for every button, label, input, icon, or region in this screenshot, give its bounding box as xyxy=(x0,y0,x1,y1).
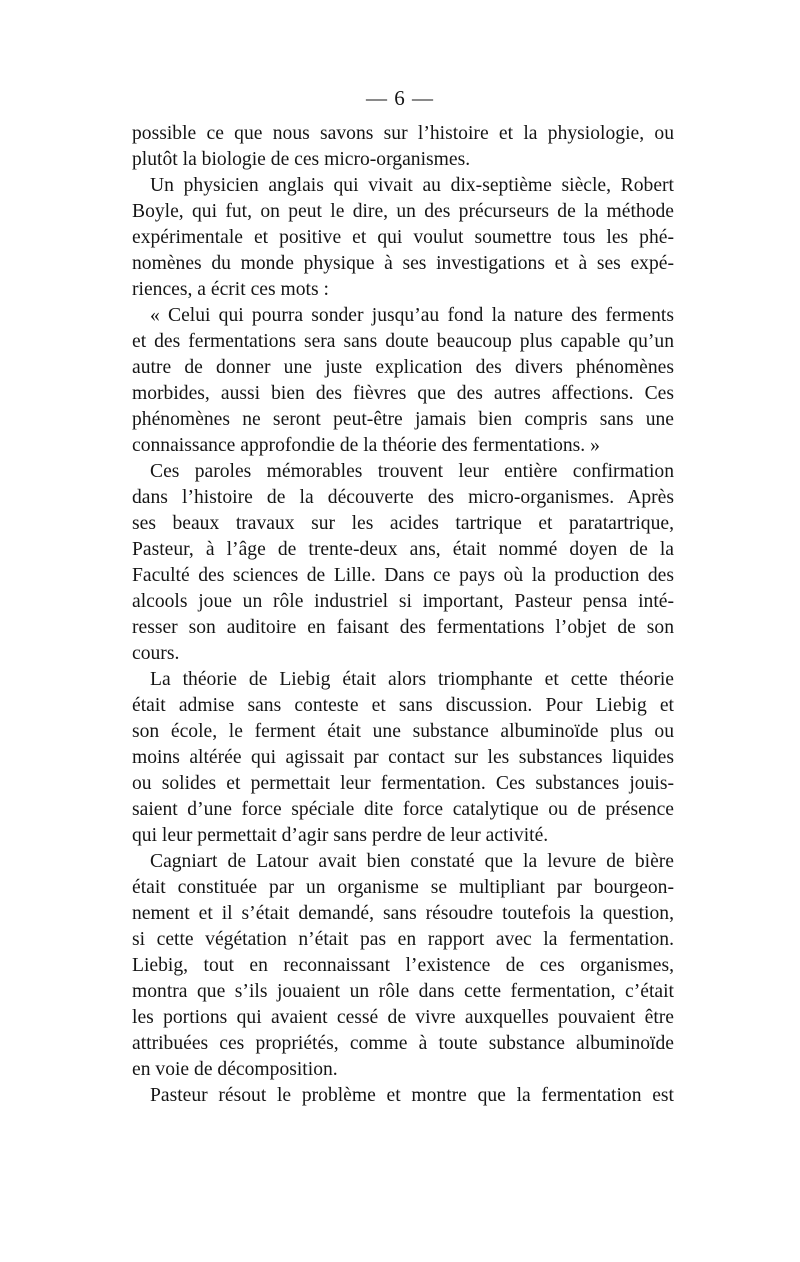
text-line: morbides, aussi bien des fièvres que des autres affections. Ces xyxy=(132,383,674,404)
text-line: possible ce que nous savons sur l’histoire et la physiologie, ou xyxy=(132,123,674,144)
text-line: était constituée par un organisme se multipliant par bourgeon- xyxy=(132,877,674,898)
text-line: connaissance approfondie de la théorie des fermentations. » xyxy=(132,435,600,456)
text-line: était admise sans conteste et sans discussion. Pour Liebig et xyxy=(132,695,674,716)
text-line: Ces paroles mémorables trouvent leur entière confirmation xyxy=(150,461,674,482)
text-line: alcools joue un rôle industriel si important, Pasteur pensa inté- xyxy=(132,591,674,612)
text-line: Cagniart de Latour avait bien constaté que la levure de bière xyxy=(150,851,674,872)
text-line: en voie de décomposition. xyxy=(132,1059,338,1080)
text-line: « Celui qui pourra sonder jusqu’au fond la nature des ferments xyxy=(150,305,674,326)
text-line: Boyle, qui fut, on peut le dire, un des précurseurs de la méthode xyxy=(132,201,674,222)
text-line: ses beaux travaux sur les acides tartrique et paratartrique, xyxy=(132,513,674,534)
text-line: Pasteur, à l’âge de trente-deux ans, était nommé doyen de la xyxy=(132,539,674,560)
text-line: les portions qui avaient cessé de vivre auxquelles pouvaient être xyxy=(132,1007,674,1028)
text-line: riences, a écrit ces mots : xyxy=(132,279,329,300)
text-line: Liebig, tout en reconnaissant l’existence de ces organismes, xyxy=(132,955,674,976)
text-line: si cette végétation n’était pas en rapport avec la fermentation. xyxy=(132,929,674,950)
text-line: attribuées ces propriétés, comme à toute substance albuminoïde xyxy=(132,1033,674,1054)
text-line: nomènes du monde physique à ses investigations et à ses expé- xyxy=(132,253,674,274)
text-line: moins altérée qui agissait par contact sur les substances liquides xyxy=(132,747,674,768)
text-line: son école, le ferment était une substance albuminoïde plus ou xyxy=(132,721,674,742)
page-number: — 6 — xyxy=(366,86,434,110)
text-line: nement et il s’était demandé, sans résoudre toutefois la question, xyxy=(132,903,674,924)
text-line: autre de donner une juste explication des divers phénomènes xyxy=(132,357,674,378)
text-line: plutôt la biologie de ces micro-organismes. xyxy=(132,149,471,170)
text-line: phénomènes ne seront peut-être jamais bien compris sans une xyxy=(132,409,674,430)
text-line: Pasteur résout le problème et montre que la fermentation est xyxy=(150,1085,674,1106)
text-line: Un physicien anglais qui vivait au dix-septième siècle, Robert xyxy=(150,175,674,196)
text-line: montra que s’ils jouaient un rôle dans cette fermentation, c’était xyxy=(132,981,674,1002)
text-line: expérimentale et positive et qui voulut soumettre tous les phé- xyxy=(132,227,674,248)
text-line: saient d’une force spéciale dite force catalytique ou de présence xyxy=(132,799,674,820)
text-line: Faculté des sciences de Lille. Dans ce pays où la production des xyxy=(132,565,674,586)
text-line: et des fermentations sera sans doute beaucoup plus capable qu’un xyxy=(132,331,674,352)
text-line: resser son auditoire en faisant des fermentations l’objet de son xyxy=(132,617,674,638)
text-line: qui leur permettait d’agir sans perdre de leur activité. xyxy=(132,825,549,846)
text-line: dans l’histoire de la découverte des micro-organismes. Après xyxy=(132,487,674,508)
text-line: ou solides et permettait leur fermentation. Ces substances jouis- xyxy=(132,773,674,794)
text-line: La théorie de Liebig était alors triomphante et cette théorie xyxy=(150,669,674,690)
text-line: cours. xyxy=(132,643,180,664)
